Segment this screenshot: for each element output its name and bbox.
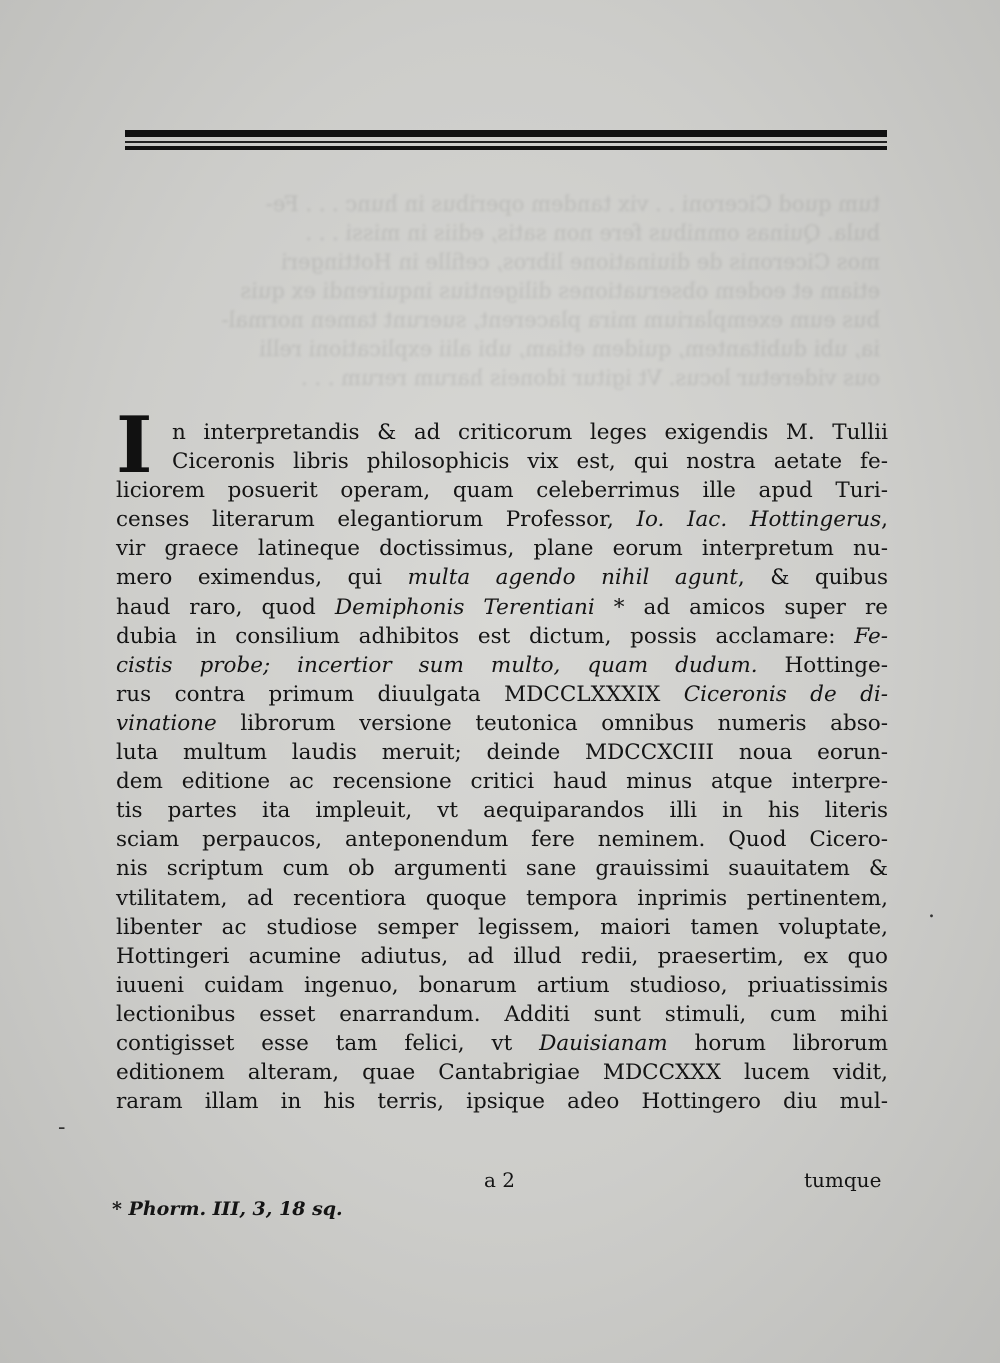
text-line: rus contra primum diuulgata MDCCLXXXIX Ciceronis de di-	[116, 681, 888, 707]
text-line: vir graece latineque doctissimus, plane eorum interpretum nu-	[116, 536, 888, 562]
show-through-line: tum quod Ciceroni . . vix tandem operibus in hunc . . . Fe-	[265, 192, 880, 216]
show-through-line: bus eum exemplarium mira placerent, suerunt tamen normal-	[221, 308, 880, 332]
text-line: lectionibus esset enarrandum. Additi sunt stimuli, cum mihi	[116, 1001, 888, 1027]
text-line: luta multum laudis meruit; deinde MDCCXCIII noua eorun-	[116, 740, 888, 766]
margin-dot: .	[928, 898, 935, 923]
text-line: libenter ac studiose semper legissem, maiori tamen voluptate,	[116, 914, 888, 940]
drop-cap: I	[116, 400, 153, 491]
text-line: Hottingeri acumine adiutus, ad illud redii, praesertim, ex quo	[116, 943, 888, 969]
catchword: tumque	[804, 1168, 882, 1192]
italic-phrase: Ciceronis de di-	[683, 681, 888, 707]
text-line: n interpretandis & ad criticorum leges exigendis M. Tullii	[172, 420, 888, 445]
show-through-line: mos Ciceronis de diuinatione libros, cefille in Hottingeri	[281, 250, 880, 274]
text-line: dem editione ac recensione critici haud minus atque interpre-	[116, 769, 888, 795]
text-line: vinatione librorum versione teutonica omnibus numeris abso-	[116, 710, 888, 736]
italic-phrase: Demiphonis Terentiani	[334, 594, 595, 620]
show-through-line: ous videretur locus. Vt igitur idoneis harum rerum . . .	[301, 366, 880, 390]
text-lines	[116, 418, 888, 1116]
italic-phrase: cistis probe; incertior sum multo, quam dudum.	[116, 652, 758, 678]
italic-phrase: Fe-	[854, 623, 888, 649]
text-line: liciorem posuerit operam, quam celeberrimus ille apud Turi-	[116, 478, 888, 504]
text-line: sciam perpaucos, anteponendum fere neminem. Quod Cicero-	[116, 827, 888, 853]
text-line: iuueni cuidam ingenuo, bonarum artium studioso, priuatissimis	[116, 972, 888, 998]
show-through-line: ia, ubi dubitantem, quidem etiam, ubi alii explicationi relli	[259, 337, 880, 361]
show-through-line: bula. Quinas omnibus fere non satis, ediis in missi . . .	[305, 221, 880, 245]
show-through-text	[120, 190, 880, 393]
body-text	[116, 400, 889, 1116]
text-line: nis scriptum cum ob argumenti sane grauissimi suauitatem &	[116, 856, 888, 882]
text-line: contigisset esse tam felici, vt Dauisianam horum librorum	[116, 1030, 888, 1056]
footnote: * Phorm. III, 3, 18 sq.	[112, 1198, 343, 1220]
text-line: haud raro, quod Demiphonis Terentiani * ad amicos super re	[116, 594, 888, 620]
show-through-line: etiam et eodem obseruationes diligentius inquirendi ex quis	[240, 279, 880, 303]
text-line: mero eximendus, qui multa agendo nihil agunt, & quibus	[116, 565, 889, 591]
margin-mark: -	[58, 1115, 66, 1140]
text-line: dubia in consilium adhibitos est dictum, possis acclamare: Fe-	[116, 623, 888, 649]
italic-phrase: vinatione	[116, 710, 217, 736]
signature-mark: a 2	[484, 1168, 516, 1192]
italic-phrase: Dauisianam	[539, 1030, 668, 1056]
text-line: Ciceronis libris philosophicis vix est, qui nostra aetate fe-	[172, 449, 888, 475]
text-line: tis partes ita impleuit, vt aequiparandos illi in his literis	[116, 798, 888, 824]
text-line: editionem alteram, quae Cantabrigiae MDCCXXX lucem vidit,	[116, 1060, 888, 1086]
italic-phrase: multa agendo nihil agunt	[407, 565, 738, 591]
text-line: censes literarum elegantiorum Professor, Io. Iac. Hottingerus,	[116, 507, 888, 533]
text-line: vtilitatem, ad recentiora quoque tempora inprimis pertinentem,	[116, 885, 888, 911]
header-rule	[125, 130, 887, 150]
text-line: raram illam in his terris, ipsique adeo Hottingero diu mul-	[116, 1089, 888, 1115]
text-line: cistis probe; incertior sum multo, quam dudum. Hottinge-	[116, 652, 888, 678]
italic-phrase: Io. Iac. Hottingerus	[636, 507, 882, 533]
